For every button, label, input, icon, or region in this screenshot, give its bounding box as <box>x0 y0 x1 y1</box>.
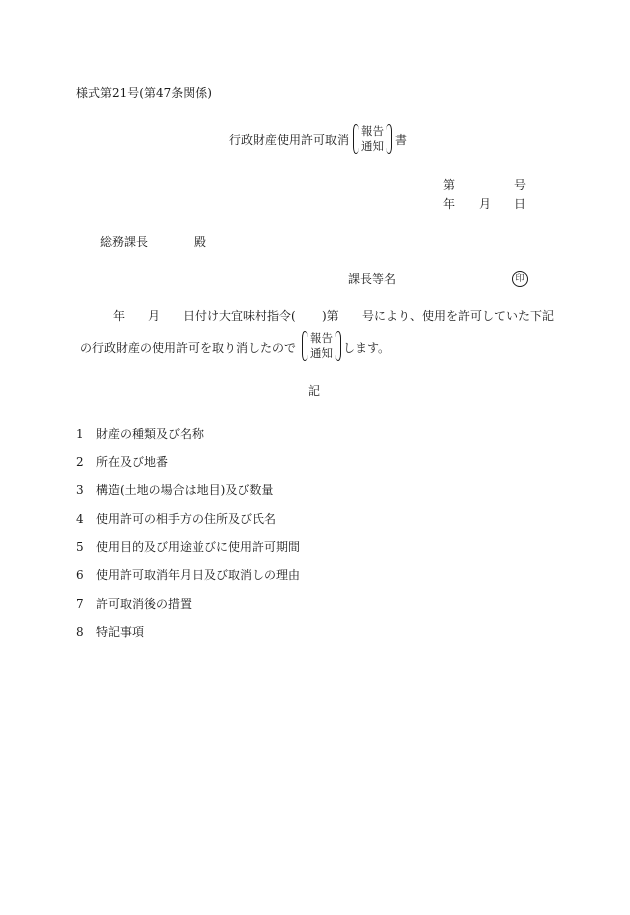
list-item: 7 許可取消後の措置 <box>76 597 193 611</box>
title-option-report: 報告 <box>361 124 384 139</box>
date-month: 月 <box>479 197 492 211</box>
list-item: 4 使用許可の相手方の住所及び氏名 <box>76 512 277 526</box>
title-suffix: 書 <box>395 133 408 147</box>
body-line2-end: します。 <box>343 341 391 355</box>
body-line2-start: の行政財産の使用許可を取り消したので <box>80 341 297 355</box>
list-item: 2 所在及び地番 <box>76 455 169 469</box>
body-order-text: 日付け大宜味村指令( <box>183 309 296 323</box>
ki-heading: 記 <box>308 384 321 398</box>
list-item: 8 特記事項 <box>76 625 145 639</box>
seal-mark: 印 <box>512 271 528 287</box>
date-day: 日 <box>514 197 527 211</box>
number-go: 号 <box>514 178 527 192</box>
sender-label: 課長等名 <box>348 272 397 286</box>
body-rest: 号により、使用を許可していた下記 <box>362 309 555 323</box>
form-number: 様式第21号(第47条関係) <box>76 86 212 100</box>
title-prefix: 行政財産使用許可取消 <box>229 133 350 147</box>
list-item: 6 使用許可取消年月日及び取消しの理由 <box>76 568 301 582</box>
list-item: 5 使用目的及び用途並びに使用許可期間 <box>76 540 301 554</box>
body-close-dai: )第 <box>322 309 339 323</box>
body-option-bracket <box>302 331 341 361</box>
list-item: 1 財産の種類及び名称 <box>76 427 205 441</box>
body-month: 月 <box>148 309 161 323</box>
list-item: 3 構造(土地の場合は地目)及び数量 <box>76 483 274 497</box>
addressee-honorific: 殿 <box>194 235 207 249</box>
body-year: 年 <box>113 309 126 323</box>
addressee-name: 総務課長 <box>100 235 149 249</box>
date-year: 年 <box>443 197 456 211</box>
number-dai: 第 <box>443 178 456 192</box>
title-option-notify: 通知 <box>361 139 384 153</box>
body-option-report: 報告 <box>310 331 333 346</box>
title-option-bracket <box>353 124 392 154</box>
body-option-notify: 通知 <box>310 346 333 360</box>
